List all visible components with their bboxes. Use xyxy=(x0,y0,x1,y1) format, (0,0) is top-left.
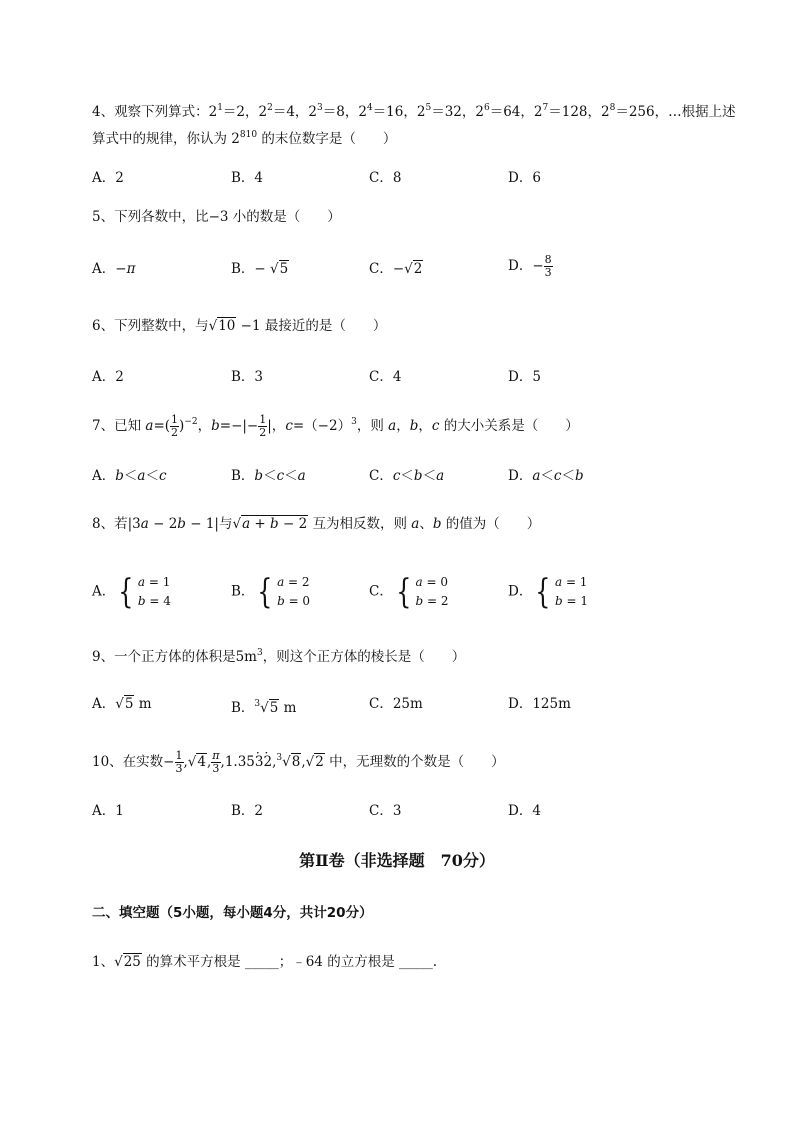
q5-option-b: B．− √5 xyxy=(231,261,289,277)
q9-option-c: C．25m xyxy=(369,696,423,712)
part-2-heading: 二、填空题（5小题，每小题4分，共计20分） xyxy=(92,905,373,921)
q4-option-a: A．2 xyxy=(92,170,124,186)
q5-option-c: C．−√2 xyxy=(369,261,423,277)
q9-option-b: B．$^3$√5 m xyxy=(231,699,297,716)
q8-option-c: C． { a = 0 b = 2 xyxy=(369,572,449,612)
q9-option-a: A．√5 m xyxy=(92,696,152,712)
question-7-stem: 7、已知 a=( $\frac{1}{2}$ )$^{-2}$，b=−|− $\frac{1}{2}$ |，$c=(-2)^3$，则 a，b，c 的大小关系是（ ） xyxy=(92,413,579,439)
q8-option-a: A． { a = 1 b = 4 xyxy=(92,572,171,612)
q6-option-c: C．4 xyxy=(369,369,402,385)
q10-option-b: B．2 xyxy=(231,803,264,819)
question-8-stem: 8、若|3a − 2b − 1|与√a + b − 2 互为相反数，则 a、b 的值为（ ） xyxy=(92,516,541,532)
question-5-stem: 5、下列各数中，比−3 小的数是（ ） xyxy=(92,209,341,225)
q7-option-a: A．b＜a＜c xyxy=(92,468,167,484)
q5-option-a: A．−π xyxy=(92,261,136,277)
q10-option-d: D．4 xyxy=(508,803,541,819)
q7-option-c: C．c＜b＜a xyxy=(369,468,445,484)
q7-option-d: D．a＜c＜b xyxy=(508,468,584,484)
question-10-stem: 10、在实数− $\frac{1}{3}$ ,√4, $\frac{\pi}{3}$ ,1.353 ·2 ·,$^3$√8,√2 中，无理数的个数是（ ） xyxy=(92,748,505,775)
fill-question-1: 1、√25 的算术平方根是 _____；﹣64 的立方根是 _____. xyxy=(92,954,438,970)
q4-option-b: B．4 xyxy=(231,170,264,186)
question-6-stem: 6、下列整数中，与√10 −1 最接近的是（ ） xyxy=(92,318,387,334)
q10-option-a: A．1 xyxy=(92,803,124,819)
q4-option-d: D．6 xyxy=(508,170,541,186)
section-2-title: 第Ⅱ卷（非选择题 70分） xyxy=(299,851,495,870)
q4-option-c: C．8 xyxy=(369,170,402,186)
q5-option-d: D．− $\frac{8}{3}$ xyxy=(508,253,552,279)
q6-option-d: D．5 xyxy=(508,369,541,385)
q7-option-b: B．b＜c＜a xyxy=(231,468,306,484)
q6-option-a: A．2 xyxy=(92,369,124,385)
question-4-line1: 4、观察下列算式：$2^1=2$，$2^2=4$，$2^3=8$，$2^4=16$，$2^5=32$，$2^6=64$，$2^7=128$，$2^8=256$，…根据上述 xyxy=(92,103,736,120)
q6-option-b: B．3 xyxy=(231,369,264,385)
question-9-stem: 9、一个正方体的体积是$5m^3$，则这个正方体的棱长是（ ） xyxy=(92,648,466,665)
q8-option-d: D． { a = 1 b = 1 xyxy=(508,572,588,612)
q10-option-c: C．3 xyxy=(369,803,402,819)
question-4-line2: 算式中的规律，你认为 $2^{810}$ 的末位数字是（ ） xyxy=(92,130,397,147)
q8-option-b: B． { a = 2 b = 0 xyxy=(231,572,311,612)
q9-option-d: D．125m xyxy=(508,696,571,712)
